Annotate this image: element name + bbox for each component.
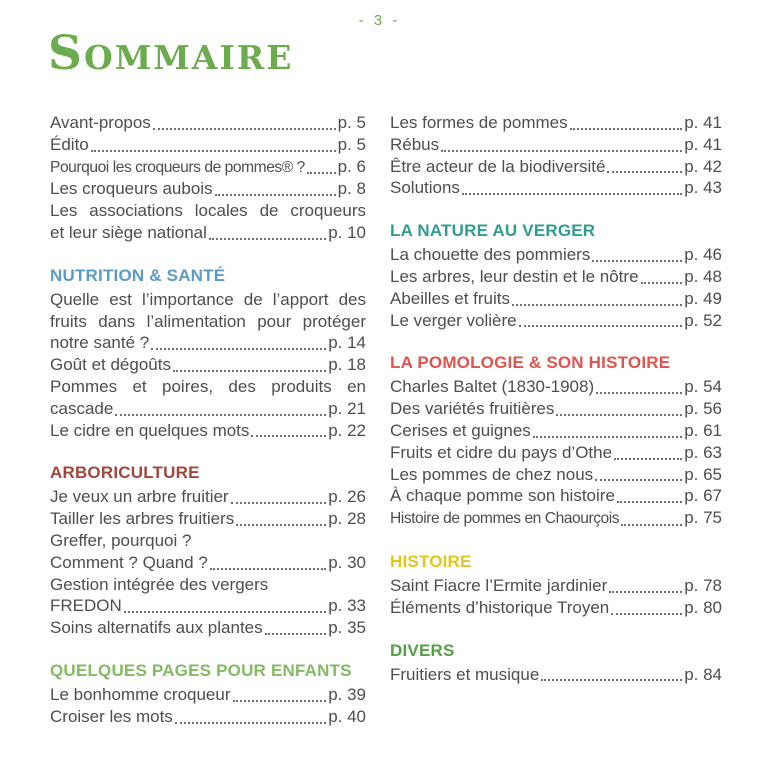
toc-entry-label: Cerises et guignes (390, 420, 531, 440)
toc-entry-page: p. 6 (337, 156, 366, 176)
dot-leader (441, 150, 682, 152)
toc-entry-label: Éléments d’historique Troyen (390, 597, 610, 617)
toc-entry-label: Les arbres, leur destin et le nôtre (390, 266, 639, 286)
toc-entry-page: p. 56 (684, 399, 722, 419)
dot-leader (614, 458, 682, 460)
toc-entry-row (390, 664, 722, 686)
toc-entry-label: Histoire de pommes en Chaourçois (390, 510, 620, 528)
toc-entry (50, 617, 366, 639)
toc-entry-page: p. 28 (328, 509, 366, 529)
dot-leader (617, 501, 682, 503)
toc-entry (50, 112, 366, 134)
toc-entry-label: Goût et dégoûts (50, 355, 171, 375)
toc-entry-page: p. 33 (328, 596, 366, 616)
toc-entry-label: notre santé ? (50, 333, 150, 353)
toc-section-histoire (390, 551, 722, 619)
toc-entry-row (50, 354, 366, 376)
toc-entry-row (50, 420, 366, 442)
toc-entry-page: p. 30 (328, 552, 366, 572)
toc-entry (50, 486, 366, 508)
toc-entry-page: p. 42 (684, 156, 722, 176)
toc-entry (390, 112, 722, 134)
dot-leader (609, 591, 682, 593)
toc-section-nutrition-sante (50, 265, 366, 442)
toc-entry-row (50, 486, 366, 508)
toc-entry (50, 289, 366, 354)
dot-leader (91, 150, 336, 152)
dot-leader (233, 700, 327, 702)
toc-entry (50, 420, 366, 442)
dot-leader (231, 502, 327, 504)
dot-leader (173, 370, 326, 372)
toc-entry-row (50, 617, 366, 639)
toc-entry-row (50, 552, 366, 574)
toc-entry-label: Fruitiers et musique (390, 664, 540, 684)
toc-entry-page: p. 63 (684, 442, 722, 462)
toc-entry-row (50, 595, 366, 617)
toc-entry-page: p. 54 (684, 377, 722, 397)
toc-entry-label: Le cidre en quelques mots (50, 420, 250, 440)
toc-entry-page: p. 10 (328, 222, 366, 242)
toc-column-right (390, 112, 722, 685)
toc-entry-wrap-line: Greffer, pourquoi ? (50, 530, 192, 550)
toc-entry-label: Les pommes de chez nous (390, 464, 594, 484)
toc-entry-row (390, 376, 722, 398)
page-title: Sommaire (48, 26, 294, 81)
toc-section-divers (390, 640, 722, 686)
dot-leader (151, 348, 326, 350)
toc-entry-row (390, 398, 722, 420)
dot-leader (541, 679, 682, 681)
toc-entry-row (390, 244, 722, 266)
dot-leader (533, 436, 682, 438)
toc-entry-row (50, 178, 366, 200)
toc-entry-page: p. 26 (328, 487, 366, 507)
dot-leader (641, 282, 683, 284)
toc-entry-row (50, 332, 366, 354)
dot-leader (592, 260, 682, 262)
toc-entry (50, 134, 366, 156)
toc-column-left (50, 112, 366, 728)
toc-entry-page: p. 43 (684, 178, 722, 198)
toc-entry (390, 134, 722, 156)
dot-leader (251, 435, 326, 437)
toc-section-pages-enfants (50, 660, 366, 728)
dot-leader (215, 194, 336, 196)
toc-entry-row (390, 575, 722, 597)
toc-entry-row (390, 597, 722, 619)
toc-entry-wrap-line: fruits dans l’alimentation pour protéger (50, 311, 366, 331)
toc-entry-label: Les croqueurs aubois (50, 179, 213, 199)
dot-leader (611, 613, 682, 615)
section-header-nutrition-sante: NUTRITION & SANTÉ (50, 265, 226, 285)
toc-entry-label: Être acteur de la biodiversité (390, 156, 606, 176)
dot-leader (153, 128, 336, 130)
toc-entry-label: Je veux un arbre fruitier (50, 487, 229, 507)
toc-entry (50, 530, 366, 574)
toc-entry-page: p. 80 (684, 597, 722, 617)
toc-entry-label: Rébus (390, 134, 440, 154)
toc-section-avant-propos (50, 112, 366, 244)
toc-entry-page: p. 39 (328, 684, 366, 704)
toc-entry-label: Saint Fiacre l’Ermite jardinier (390, 575, 608, 595)
dot-leader (596, 392, 682, 394)
toc-entry-label: Avant-propos (50, 113, 151, 132)
toc-entry-page: p. 21 (328, 398, 366, 418)
toc-entry-label: Pourquoi les croqueurs de pommes® ? (50, 158, 305, 176)
toc-entry-row (50, 156, 366, 179)
toc-entry-row (50, 134, 366, 156)
toc-section-pomologie-histoire (390, 352, 722, 530)
toc-entry (390, 156, 722, 178)
dot-leader (236, 524, 326, 526)
toc-entry (50, 200, 366, 244)
toc-entry-label: et leur siège national (50, 222, 207, 242)
toc-entry-page: p. 48 (684, 266, 722, 286)
toc-entry-page: p. 14 (328, 333, 366, 353)
toc-entry-row (50, 222, 366, 244)
section-header-pomologie-histoire: LA POMOLOGIE & SON HISTOIRE (390, 353, 671, 373)
section-header-nature-au-verger: LA NATURE AU VERGER (390, 221, 596, 241)
toc-entry-page: p. 49 (684, 288, 722, 308)
dot-leader (175, 722, 326, 724)
toc-entry-row (390, 310, 722, 332)
toc-entry (390, 442, 722, 464)
toc-entry (390, 288, 722, 310)
toc-entry-label: Fruits et cidre du pays d’Othe (390, 442, 613, 462)
toc-entry (50, 156, 366, 179)
section-header-histoire: HISTOIRE (390, 551, 472, 571)
toc-entry (390, 507, 722, 530)
toc-entry (390, 266, 722, 288)
toc-entry-label: Le verger volière (390, 310, 517, 330)
toc-entry-page: p. 41 (684, 113, 722, 132)
toc-entry (50, 706, 366, 728)
toc-section-enfants-suite (390, 112, 722, 199)
dot-leader (209, 238, 326, 240)
toc-entry-page: p. 78 (684, 575, 722, 595)
toc-entry-row (390, 112, 722, 134)
toc-entry-wrap-line: Les associations locales de croqueurs (50, 201, 366, 221)
toc-entry (390, 420, 722, 442)
toc-entry-label: cascade (50, 398, 114, 418)
dot-leader (570, 128, 683, 130)
toc-entry-row (390, 134, 722, 156)
toc-entry-label: Les formes de pommes (390, 113, 568, 132)
dot-leader (124, 611, 326, 613)
toc-entry (390, 575, 722, 597)
toc-entry-page: p. 65 (684, 464, 722, 484)
toc-entry (50, 574, 366, 618)
section-header-divers: DIVERS (390, 640, 455, 660)
toc-entry (390, 177, 722, 199)
toc-entry-label: Soins alternatifs aux plantes (50, 618, 263, 638)
toc-entry-row (390, 288, 722, 310)
toc-entry-row (390, 420, 722, 442)
toc-section-arboriculture (50, 462, 366, 639)
toc-entry-row (50, 508, 366, 530)
toc-entry (390, 485, 722, 507)
toc-entry-row (390, 177, 722, 199)
toc-entry-row (50, 112, 366, 134)
toc-entry-page: p. 67 (684, 486, 722, 506)
toc-entry-page: p. 5 (337, 113, 366, 132)
toc-entry-page: p. 40 (328, 706, 366, 726)
dot-leader (621, 524, 682, 526)
toc-entry-row (50, 706, 366, 728)
toc-entry-row (390, 464, 722, 486)
section-header-arboriculture: ARBORICULTURE (50, 463, 200, 483)
toc-entry (390, 310, 722, 332)
toc-entry-wrap-line: Quelle est l’importance de l’apport des (50, 289, 366, 309)
toc-entry-row (390, 156, 722, 178)
toc-entry-page: p. 75 (684, 508, 722, 528)
toc-entry (390, 244, 722, 266)
toc-entry (50, 354, 366, 376)
toc-entry-row (390, 442, 722, 464)
toc-entry-page: p. 35 (328, 618, 366, 638)
toc-entry-page: p. 22 (328, 420, 366, 440)
toc-entry-row (50, 684, 366, 706)
toc-entry (50, 178, 366, 200)
toc-entry-label: FREDON (50, 596, 122, 616)
dot-leader (595, 479, 682, 481)
toc-entry-label: Des variétés fruitières (390, 399, 555, 419)
toc-entry (50, 376, 366, 420)
toc-entry-page: p. 46 (684, 245, 722, 265)
dot-leader (307, 172, 336, 174)
page-number: - 3 - (358, 12, 401, 29)
toc-entry-label: Abeilles et fruits (390, 288, 510, 308)
toc-entry-row (390, 507, 722, 530)
dot-leader (265, 633, 327, 635)
dot-leader (115, 414, 326, 416)
toc-section-nature-au-verger (390, 220, 722, 331)
toc-entry-page: p. 61 (684, 420, 722, 440)
dot-leader (607, 171, 682, 173)
dot-leader (512, 304, 682, 306)
dot-leader (462, 193, 682, 195)
toc-entry-label: Charles Baltet (1830-1908) (390, 377, 595, 397)
toc-entry-page: p. 5 (337, 134, 366, 154)
toc-entry-label: Le bonhomme croqueur (50, 684, 231, 704)
toc-entry-label: Croiser les mots (50, 706, 173, 726)
toc-entry-page: p. 52 (684, 310, 722, 330)
toc-entry-page: p. 8 (337, 179, 366, 199)
toc-entry (390, 376, 722, 398)
toc-entry (50, 508, 366, 530)
toc-entry (390, 664, 722, 686)
toc-entry-label: Édito (50, 134, 89, 154)
toc-entry-page: p. 84 (684, 664, 722, 684)
toc-entry-label: Comment ? Quand ? (50, 552, 208, 572)
toc-entry (390, 597, 722, 619)
toc-entry (50, 684, 366, 706)
toc-entry-row (390, 485, 722, 507)
toc-entry-page: p. 18 (328, 355, 366, 375)
toc-entry-label: La chouette des pommiers (390, 245, 591, 265)
dot-leader (210, 568, 326, 570)
toc-entry-row (50, 398, 366, 420)
toc-entry-row (390, 266, 722, 288)
toc-entry-page: p. 41 (684, 134, 722, 154)
toc-entry (390, 398, 722, 420)
toc-entry-wrap-line: Pommes et poires, des produits en (50, 376, 366, 396)
dot-leader (556, 414, 682, 416)
toc-entry-label: Tailler les arbres fruitiers (50, 509, 235, 529)
toc-entry (390, 464, 722, 486)
section-header-pages-enfants: QUELQUES PAGES POUR ENFANTS (50, 660, 352, 680)
toc-entry-label: À chaque pomme son histoire (390, 486, 615, 506)
dot-leader (519, 325, 683, 327)
toc-entry-label: Solutions (390, 178, 460, 198)
toc-entry-wrap-line: Gestion intégrée des vergers (50, 574, 269, 594)
